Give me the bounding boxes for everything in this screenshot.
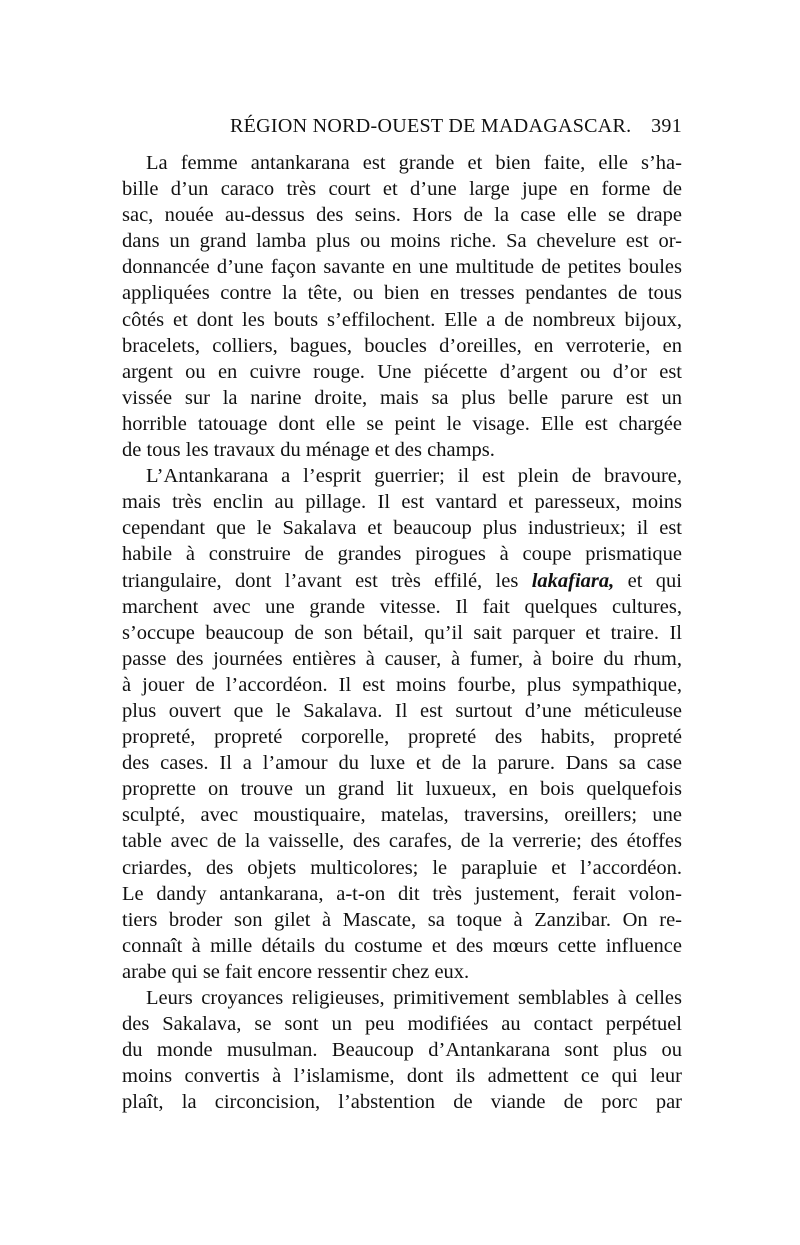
text-line: La femme antankarana est grande et bien faite, elle s’ha- <box>146 152 682 174</box>
text-line: des Sakalava, se sont un peu modifiées au contact perpétuel <box>122 1013 682 1036</box>
paragraph <box>122 463 682 985</box>
text-line: appliquées contre la tête, ou bien en tresses pendantes de tous <box>122 282 682 305</box>
text-segment: triangulaire, dont l’avant est très effilé, les <box>122 569 532 592</box>
text-line: moins convertis à l’islamisme, dont ils admettent ce qui leur <box>122 1065 682 1088</box>
text-line: des cases. Il a l’amour du luxe et de la parure. Dans sa case <box>122 752 682 775</box>
text-line: Le dandy antankarana, a-t-on dit très justement, ferait volon- <box>122 882 682 905</box>
page-header <box>122 115 682 145</box>
text-line: bille d’un caraco très court et d’une large jupe en forme de <box>122 178 682 201</box>
text-line: tiers broder son gilet à Mascate, sa toque à Zanzibar. On re- <box>122 908 682 931</box>
text-line: de tous les travaux du ménage et des champs. <box>122 439 495 462</box>
text-line: argent ou en cuivre rouge. Une piécette d’argent ou d’or est <box>122 360 682 383</box>
text-line: plus ouvert que le Sakalava. Il est surtout d’une méticuleuse <box>122 699 682 722</box>
text-line: sac, nouée au-dessus des seins. Hors de la case elle se drape <box>122 204 682 227</box>
page-number: 391 <box>651 115 682 137</box>
text-line: proprette on trouve un grand lit luxueux, en bois quelquefois <box>122 778 682 801</box>
text-line: sculpté, avec moustiquaire, matelas, traversins, oreillers; une <box>122 804 682 827</box>
paragraph <box>122 150 682 463</box>
text-line: Leurs croyances religieuses, primitivement semblables à celles <box>146 987 682 1009</box>
text-line: cependant que le Sakalava et beaucoup plus industrieux; il est <box>122 517 682 540</box>
text-segment: et qui <box>614 569 682 592</box>
text-line <box>122 568 682 594</box>
text-line: donnancée d’une façon savante en une multitude de petites boules <box>122 256 682 279</box>
body-text <box>122 150 682 1115</box>
text-line: à jouer de l’accordéon. Il est moins fourbe, plus sympathique, <box>122 673 682 696</box>
text-line: marchent avec une grande vitesse. Il fait quelques cultures, <box>122 595 682 618</box>
text-line: mais très enclin au pillage. Il est vantard et paresseux, moins <box>122 491 682 514</box>
running-title: RÉGION NORD-OUEST DE MADAGASCAR. <box>230 115 632 137</box>
text-line: arabe qui se fait encore ressentir chez eux. <box>122 960 470 983</box>
text-line: du monde musulman. Beaucoup d’Antankarana sont plus ou <box>122 1039 682 1062</box>
italic-term: lakafiara, <box>531 569 615 592</box>
text-line: plaît, la circoncision, l’abstention de viande de porc par <box>122 1091 682 1114</box>
text-line: L’Antankarana a l’esprit guerrier; il est plein de bravoure, <box>146 465 682 488</box>
text-line: bracelets, colliers, bagues, boucles d’oreilles, en verroterie, en <box>122 334 682 357</box>
text-line: s’occupe beaucoup de son bétail, qu’il sait parquer et traire. Il <box>122 621 682 644</box>
text-line: propreté, propreté corporelle, propreté des habits, propreté <box>122 726 682 749</box>
text-line: dans un grand lamba plus ou moins riche. Sa chevelure est or- <box>122 230 682 253</box>
text-line: côtés et dont les bouts s’effilochent. Elle a de nombreux bijoux, <box>122 308 682 331</box>
text-line: table avec de la vaisselle, des carafes, de la verrerie; des étoffes <box>122 830 682 853</box>
text-line: vissée sur la narine droite, mais sa plus belle parure est un <box>122 386 682 409</box>
text-line: criardes, des objets multicolores; le parapluie et l’accordéon. <box>122 856 682 879</box>
text-line: passe des journées entières à causer, à fumer, à boire du rhum, <box>122 647 682 670</box>
text-line: connaît à mille détails du costume et des mœurs cette influence <box>122 934 682 957</box>
text-line: horrible tatouage dont elle se peint le visage. Elle est chargée <box>122 412 682 435</box>
paragraph <box>122 985 682 1115</box>
text-line: habile à construire de grandes pirogues à coupe prismatique <box>122 543 682 566</box>
